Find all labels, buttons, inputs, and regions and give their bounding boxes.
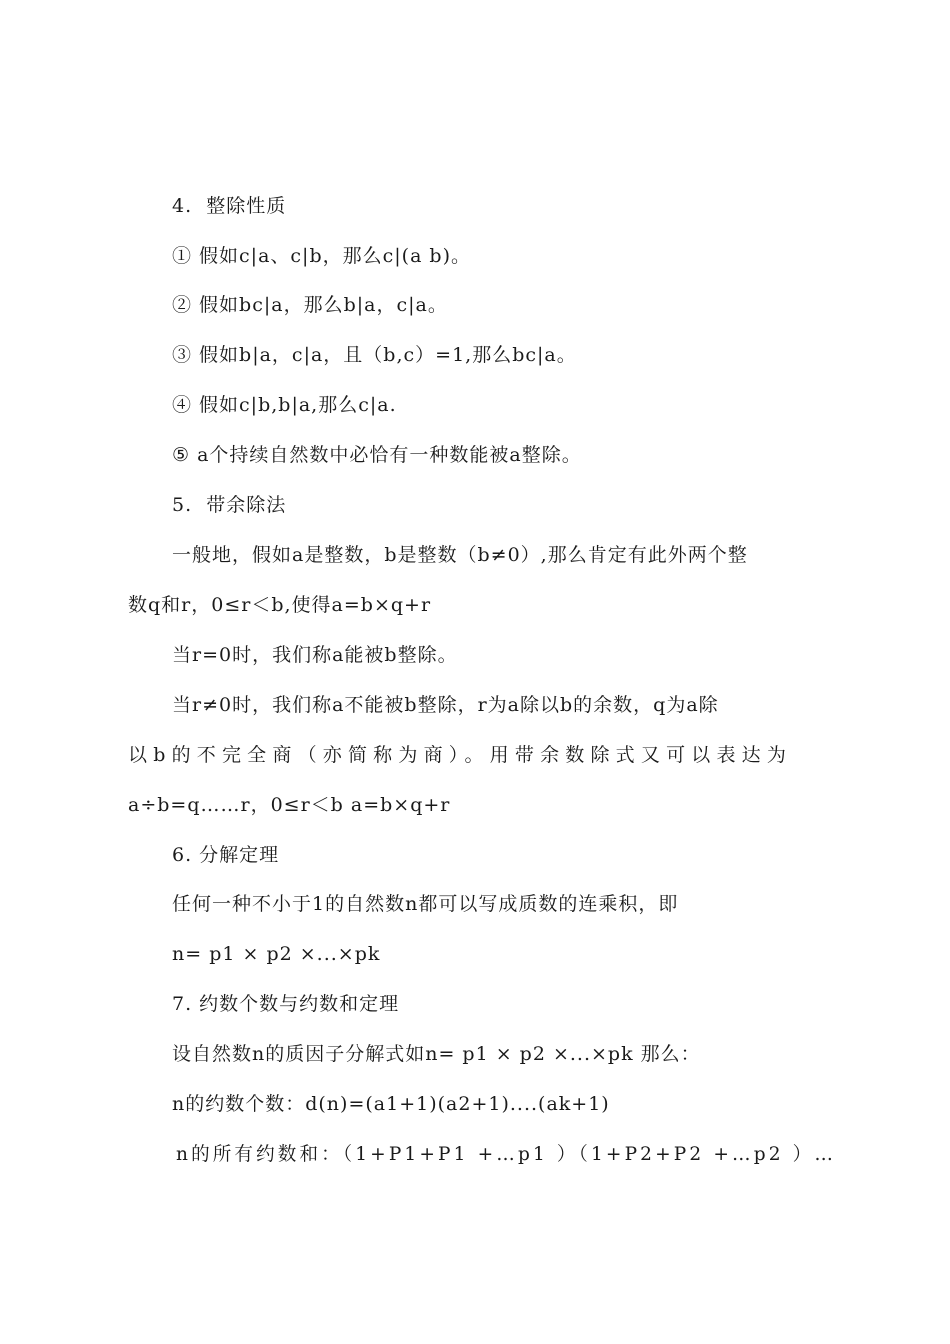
formula-line: n的约数个数：d(n)=(a1+1)(a2+1)....(ak+1) xyxy=(172,1093,610,1115)
property-1: ① 假如c|a、c|b，那么c|(a b)。 xyxy=(172,245,472,267)
section-heading-factorization: 6. 分解定理 xyxy=(172,844,280,866)
property-5: ⑤ a个持续自然数中必恰有一种数能被a整除。 xyxy=(172,444,582,466)
property-3: ③ 假如b|a，c|a，且（b,c）=1,那么bc|a。 xyxy=(172,344,577,366)
formula-line: n的所有约数和：（1+P1+P1 +…p1 ）（1+P2+P2 +…p2 ）… xyxy=(176,1143,837,1165)
formula-line: n= p1 × p2 ×...×pk xyxy=(172,943,381,965)
property-4: ④ 假如c|b,b|a,那么c|a. xyxy=(172,394,397,416)
paragraph-line: 当r=0时，我们称a能被b整除。 xyxy=(172,644,458,666)
formula-line: a÷b=q……r，0≤r＜b a=b×q+r xyxy=(128,794,451,816)
paragraph-line: 一般地，假如a是整数，b是整数（b≠0）,那么肯定有此外两个整 xyxy=(172,544,748,566)
paragraph-line: 以b的不完全商（亦简称为商）。用带余数除式又可以表达为 xyxy=(128,744,793,766)
paragraph-line: 设自然数n的质因子分解式如n= p1 × p2 ×...×pk 那么： xyxy=(172,1043,701,1065)
paragraph-line: 当r≠0时，我们称a不能被b整除，r为a除以b的余数，q为a除 xyxy=(172,694,719,716)
section-heading-divisibility: 4. 整除性质 xyxy=(172,195,287,217)
paragraph-line: 任何一种不小于1的自然数n都可以写成质数的连乘积，即 xyxy=(172,893,679,915)
property-2: ② 假如bc|a，那么b|a，c|a。 xyxy=(172,294,448,316)
section-heading-divisor-count: 7. 约数个数与约数和定理 xyxy=(172,993,400,1015)
paragraph-line: 数q和r，0≤r＜b,使得a=b×q+r xyxy=(128,594,432,616)
section-heading-division-with-remainder: 5. 带余除法 xyxy=(172,494,287,516)
